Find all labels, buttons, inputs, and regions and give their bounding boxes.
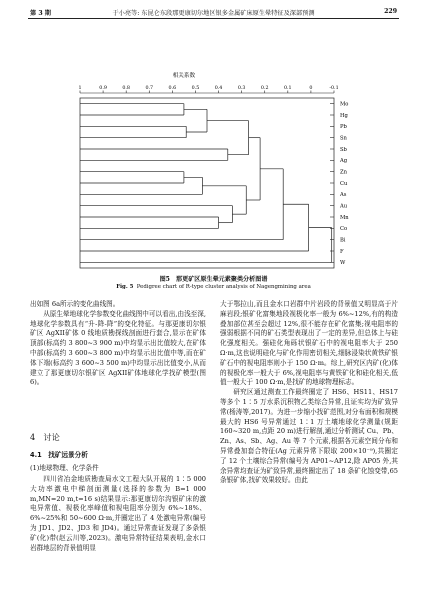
leaf-label: Sn xyxy=(340,135,347,142)
running-title: 于小亮等: 东昆仑东段那更康切尔地区银多金属矿床原生晕特征及深部预测 xyxy=(112,10,315,17)
tick-label: 0.8 xyxy=(122,86,131,91)
leaf-label: Co xyxy=(340,226,348,233)
journal-issue: 第 3 期 xyxy=(30,10,51,17)
leaf-label: Bi xyxy=(340,237,346,244)
subsubsection-heading: (1)地球物理、化学条件 xyxy=(30,464,99,472)
figure-caption-en-text: Pedigree chart of R-type cluster analysis of Nagengmining area xyxy=(136,284,311,290)
leaf-label: Mn xyxy=(340,214,349,221)
section-heading: 4 讨论 xyxy=(30,432,60,442)
axis-title: 相关系数 xyxy=(172,73,196,79)
tick-label: 0.6 xyxy=(168,86,177,91)
tick-label: 0.9 xyxy=(99,86,107,91)
tick-label: 0.3 xyxy=(237,86,246,91)
leaf-label: Hg xyxy=(340,112,348,119)
leaf-label: F xyxy=(340,248,344,255)
leaf-label: Au xyxy=(340,203,348,210)
right-column xyxy=(220,300,398,486)
figure-label: Fig. 5 xyxy=(116,284,134,290)
dendrogram-chart xyxy=(0,0,427,300)
left-column-bottom xyxy=(30,475,206,553)
leaf-label: Ag xyxy=(340,158,348,165)
page-number: 229 xyxy=(384,8,397,15)
leaf-label: Zn xyxy=(340,169,347,176)
paragraph: 研究区通过测查工作最终圈定了 HS6、HS11、HS17 等多个 1∶5 万水系沉积物乙类综合异常,且证实均为矿致异常(杨涛等,2017)。为进一步缩小找矿范围,对分布面积和规模最大的 HS6 号异常通过 1∶1 万土壤地球化学测量(规距 160~320 m,点距 20 m)进行解剖,通过分析测试 Cu、Pb、Zn、As、Sb、Ag、Au 等 7 个元素,根据各元素空间分布和异常叠加套合特征(Ag 元素异常下限取 200×10⁻⁹),共圈定了 12 个土壤综合异常(编号为 AP01~AP12,除 AP05 外,其余异常均查证为矿致异常,最终圈定出了 18 条矿化蚀变带,65 条银矿体,找矿效果较好。由此 xyxy=(220,388,398,485)
paragraph: 大于鄂拉山,而且金水口岩群中片岩段的背景值又明显高于片麻岩段;银矿化富集地段视极化率一般为 6%~12%,有的构造叠加部位甚至会超过 12%,很不能存在矿化富集;视电阻率的强弱根据不同的矿石类型表现出了一定的差异,但总体上与硅化强度相关。强硅化角砾状银矿石中的视电阻率大于 250 Ω·m,这也说明硅化与矿化作用密切相关,细脉浸染状黄铁矿银矿石中的视电阻率则小于 150 Ω·m。综上,研究区内矿(化)体的视极化率一般大于 6%,视电阻率与黄铁矿化和硅化相关,低值一般大于 100 Ω·m,是找矿的地球物理标志。 xyxy=(220,300,398,387)
leaf-label: W xyxy=(340,260,346,267)
leaf-label: Sb xyxy=(340,146,347,153)
paragraph: 从原生晕地球化学参数变化曲线图中可以看出,由浅至深,地球化学参数具有“升-降-降”的变化特征。与那更康切尔银矿区 AgXII矿体 0 线地质勘探线剖面进行套合,显示在矿体顶部(标高约 3 800~3 900 m)中均显示出比值较大,在矿体中部(标高约 3 600~3 800 m)中均显示出比值中等,而在矿体下端(标高约 3 600~3 500 m)中均显示出比值变小,从而建立了那更康切尔银矿区 AgXII矿体地球化学找矿模型(图 6)。 xyxy=(30,309,206,387)
figure-caption-en xyxy=(0,284,427,290)
tick-label: 0.1 xyxy=(283,86,292,91)
tick-label: 0.7 xyxy=(145,86,154,91)
leaf-label: Mo xyxy=(340,101,349,108)
paragraph: 四川省冶金地质勘查局水文工程大队开展的 1∶5 000 大功率激电中梯剖面测量(选择的参数为 B=1 000 m,MN=20 m,t=16 s)结果显示:那更康切尔沟银矿床的激电异常值、视极化率峰值和视电阻率分别为 6%~18%、6%~25%和 50~600 Ω·m,并圈定出了 4 处激电异常(编号为 JD1、JD2、JD3 和 JD4)。通过异常查证发现了多条银矿(化)带(赵云川等,2023)。激电异常特征结果表明,金水口岩群地层的背景值明显 xyxy=(30,475,206,552)
tick-label: 1 xyxy=(78,86,82,91)
tick-label: 0.2 xyxy=(260,86,269,91)
tick-label: -0.1 xyxy=(329,86,339,91)
leaf-label: Cu xyxy=(340,180,348,187)
tick-label: 0.5 xyxy=(191,86,200,91)
tick-label: 0 xyxy=(309,86,313,91)
left-column-top xyxy=(30,300,206,388)
subsection-heading: 4.1 找矿远景分析 xyxy=(30,451,88,459)
tick-label: 0.4 xyxy=(214,86,223,91)
paragraph: 出如图 6a所示的变化曲线图。 xyxy=(30,300,120,308)
leaf-label: As xyxy=(340,192,347,199)
figure-caption-cn: 图5 那更矿区原生晕元素聚类分析图谱 xyxy=(159,276,268,283)
leaf-label: Pb xyxy=(340,124,347,131)
